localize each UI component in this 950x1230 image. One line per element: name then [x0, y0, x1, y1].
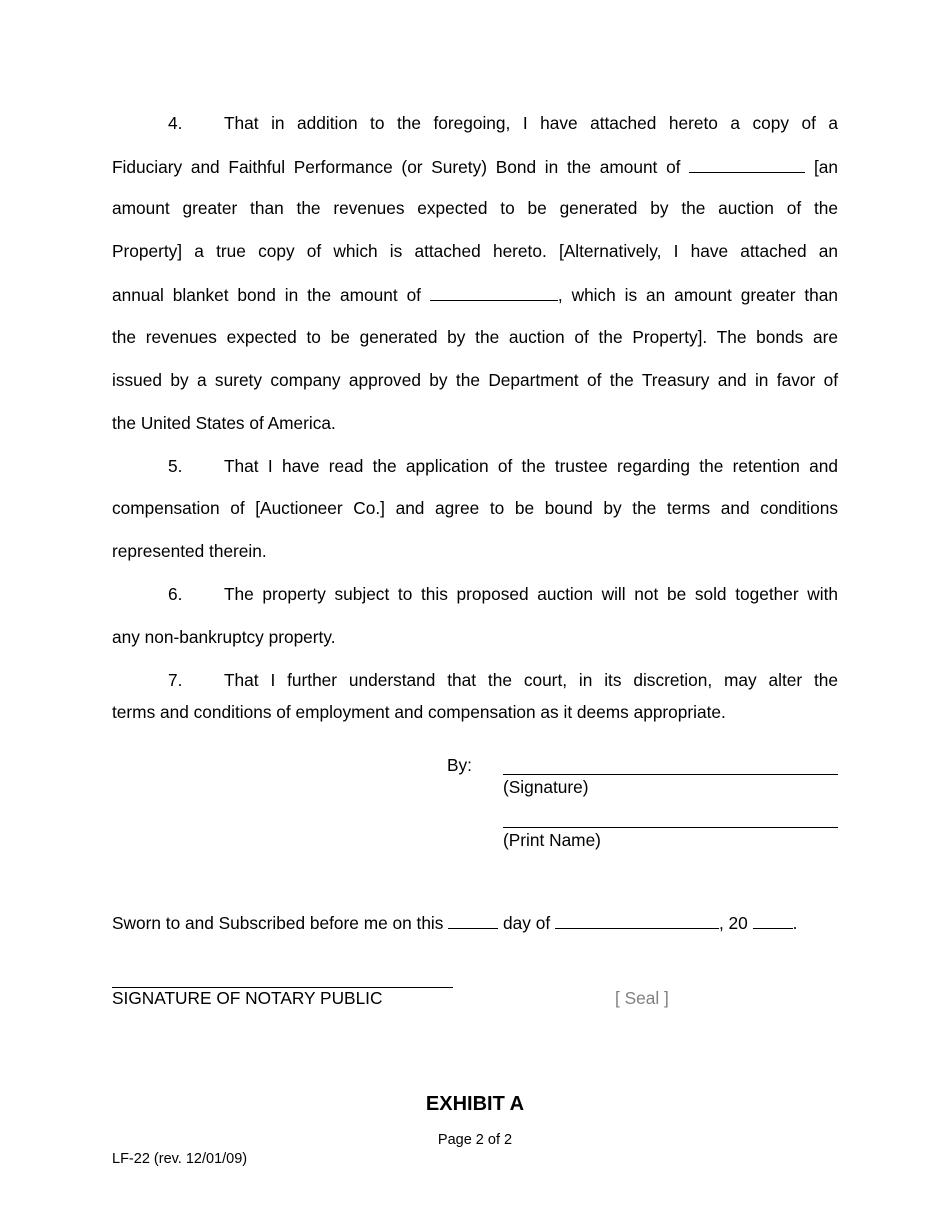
paragraph-4-line-6: the revenues expected to be generated by the auction of the Property]. The bonds are [112, 327, 838, 347]
paragraph-4-line-7: issued by a surety company approved by the Department of the Treasury and in favor of [112, 370, 838, 390]
paragraph-7-text-1: That I further understand that the court, in its discretion, may alter the [224, 670, 838, 690]
sworn-text: Sworn to and Subscribed before me on this [112, 913, 444, 933]
paragraph-4-line-5 [112, 284, 838, 305]
paragraph-4-text-5b: , which is an amount greater than [557, 285, 838, 305]
paragraph-6-line-1 [112, 584, 838, 604]
notary-label: SIGNATURE OF NOTARY PUBLIC [112, 988, 383, 1008]
paragraph-4-text-1: That in addition to the foregoing, I have attached hereto a copy of a [224, 113, 838, 133]
paragraph-4-line-4: Property] a true copy of which is attached hereto. [Alternatively, I have attached an [112, 241, 838, 261]
paragraph-5-line-1 [112, 456, 838, 476]
page-number: Page 2 of 2 [437, 1132, 513, 1148]
paragraph-4-line-2 [112, 156, 838, 177]
paragraph-5-number: 5. [168, 456, 183, 476]
paragraph-4-line-3: amount greater than the revenues expected to be generated by the auction of the [112, 198, 838, 218]
sworn-day-blank[interactable] [448, 912, 498, 929]
sworn-year-blank[interactable] [753, 912, 793, 929]
paragraph-5-text-1: That I have read the application of the trustee regarding the retention and [224, 456, 838, 476]
paragraph-4-text-5a: annual blanket bond in the amount of [112, 285, 421, 305]
signature-line[interactable] [503, 774, 838, 775]
paragraph-4-text-2a: Fiduciary and Faithful Performance (or Surety) Bond in the amount of [112, 157, 681, 177]
sworn-end: . [792, 913, 798, 933]
paragraph-6-text-1: The property subject to this proposed auction will not be sold together with [224, 584, 838, 604]
paragraph-4-line-8: the United States of America. [112, 413, 336, 433]
seal-placeholder: [ Seal ] [615, 988, 669, 1008]
sworn-month-blank[interactable] [555, 912, 719, 929]
signature-caption: (Signature) [503, 777, 589, 797]
sworn-statement [112, 912, 797, 933]
paragraph-7-line-2: terms and conditions of employment and compensation as it deems appropriate. [112, 702, 726, 722]
exhibit-title: EXHIBIT A [425, 1093, 525, 1115]
paragraph-4-line-1 [112, 113, 838, 133]
paragraph-5-line-3: represented therein. [112, 541, 267, 561]
print-name-line[interactable] [503, 827, 838, 828]
paragraph-4-text-2b: [an [813, 157, 838, 177]
paragraph-7-line-1 [112, 670, 838, 690]
bond-amount-blank [689, 156, 805, 173]
paragraph-6-line-2: any non-bankruptcy property. [112, 627, 336, 647]
by-label: By: [447, 755, 472, 775]
form-id: LF-22 (rev. 12/01/09) [112, 1151, 248, 1167]
paragraph-7-number: 7. [168, 670, 183, 690]
paragraph-6-number: 6. [168, 584, 183, 604]
paragraph-5-line-2: compensation of [Auctioneer Co.] and agree to be bound by the terms and conditions [112, 498, 838, 518]
blanket-bond-amount-blank [430, 284, 558, 301]
paragraph-4-number: 4. [168, 113, 183, 133]
sworn-year-prefix: , 20 [718, 913, 748, 933]
sworn-day-label: day of [503, 913, 551, 933]
print-name-caption: (Print Name) [503, 830, 601, 850]
